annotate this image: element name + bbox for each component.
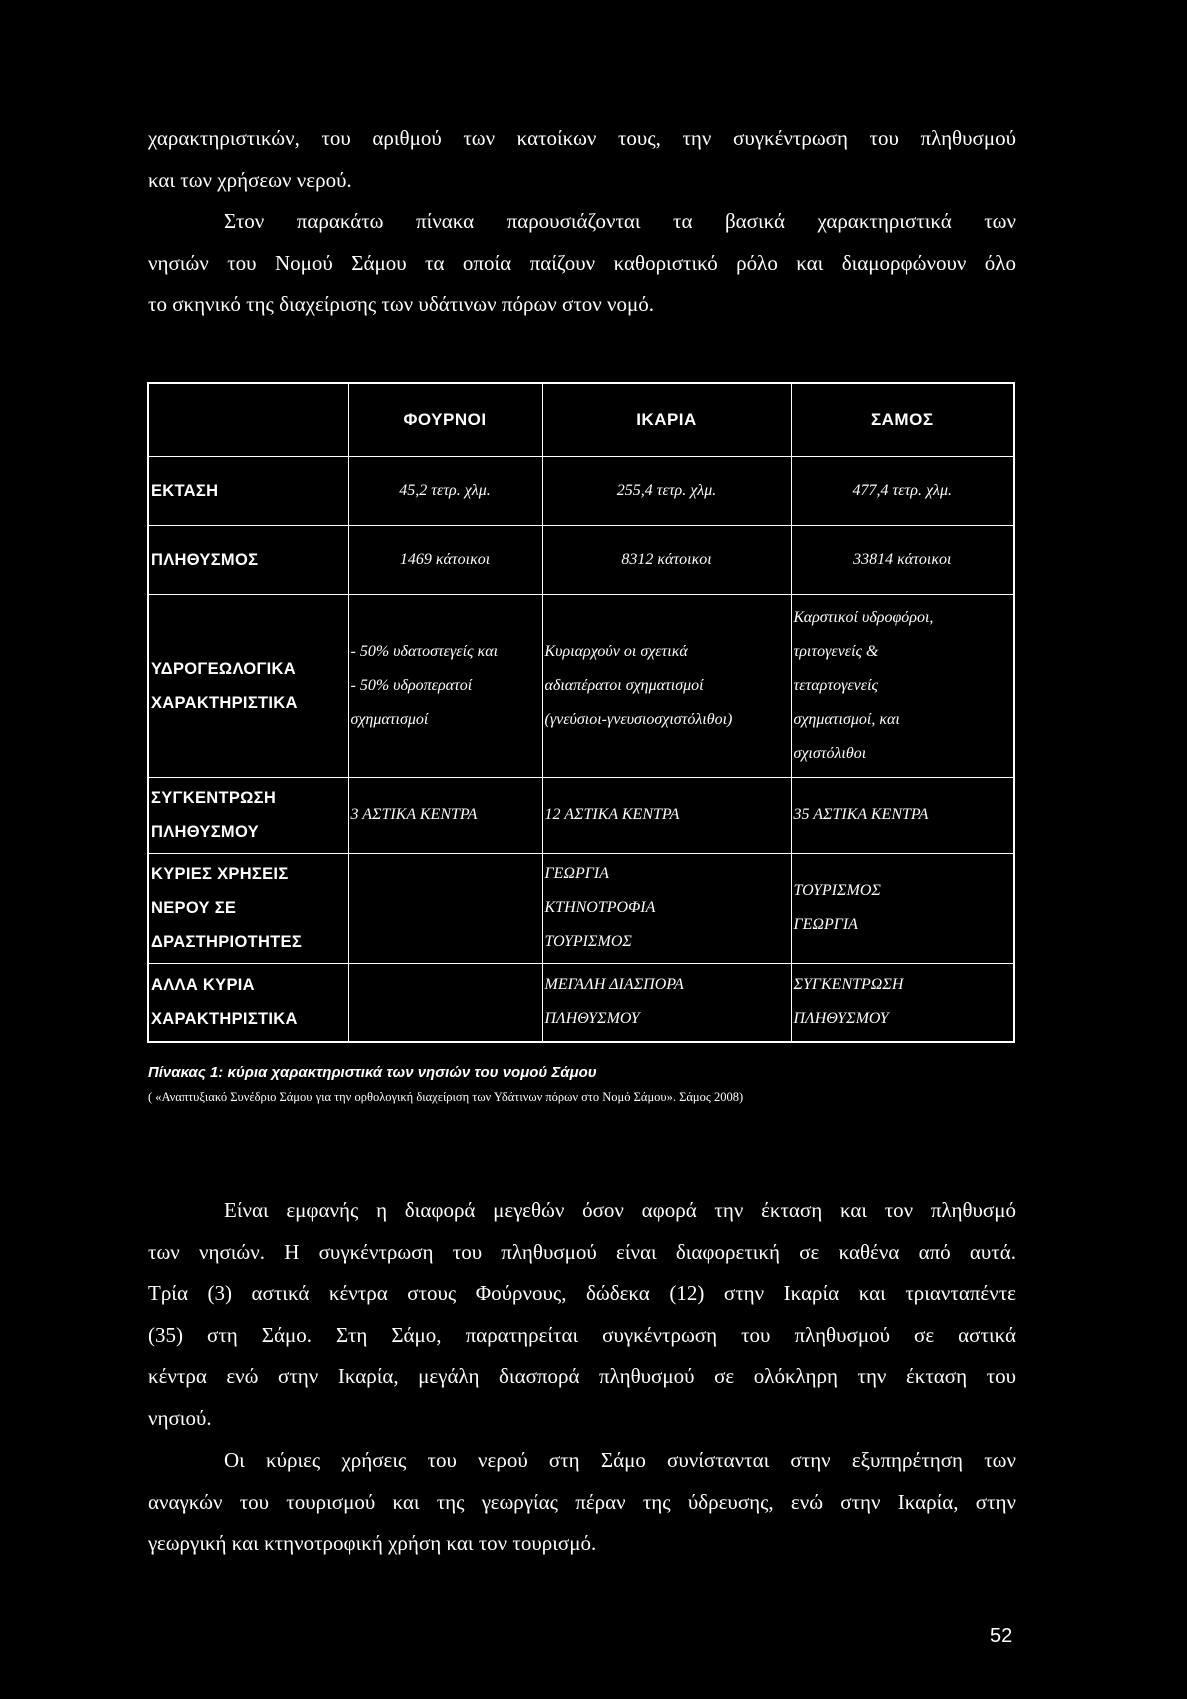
intro-paragraph — [148, 118, 1016, 201]
text-line: και των χρήσεων νερού. — [148, 167, 352, 192]
text-line: αναγκών του τουρισμού και της γεωργίας πέραν της ύδρευσης, ενώ στην Ικαρία, στην — [148, 1489, 1016, 1514]
table-cell: ΓΕΩΡΓΙΑ ΚΤΗΝΟΤΡΟΦΙΑ ΤΟΥΡΙΣΜΟΣ — [542, 853, 791, 963]
text-line: νησιού. — [148, 1405, 212, 1430]
islands-table — [147, 382, 1015, 1043]
table-row — [148, 777, 1014, 853]
row-label: ΕΚΤΑΣΗ — [148, 456, 348, 525]
text-line: Είναι εμφανής η διαφορά μεγεθών όσον αφορά την έκταση και τον πληθυσμό — [224, 1198, 1016, 1222]
table-row — [148, 594, 1014, 777]
table-cell: 33814 κάτοικοι — [791, 525, 1014, 594]
text-line: κέντρα ενώ στην Ικαρία, μεγάλη διασπορά πληθυσμού σε ολόκληρη την έκταση του — [148, 1364, 1016, 1388]
header-samos: ΣΑΜΟΣ — [791, 383, 1014, 456]
table-cell: 1469 κάτοικοι — [348, 525, 542, 594]
text-line: των νησιών. Η συγκέντρωση του πληθυσμού είναι διαφορετική σε καθένα από αυτά. — [148, 1239, 1016, 1264]
table-cell-empty — [348, 853, 542, 963]
table-row — [148, 525, 1014, 594]
row-label: ΣΥΓΚΕΝΤΡΩΣΗ ΠΛΗΘΥΣΜΟΥ — [148, 777, 348, 853]
body-paragraph-2 — [148, 1440, 1016, 1565]
intro-paragraph-2 — [148, 201, 1016, 326]
row-label: ΚΥΡΙΕΣ ΧΡΗΣΕΙΣ ΝΕΡΟΥ ΣΕ ΔΡΑΣΤΗΡΙΟΤΗΤΕΣ — [148, 853, 348, 963]
text-line: Οι κύριες χρήσεις του νερού στη Σάμο συνίστανται στην εξυπηρέτηση των — [224, 1448, 1016, 1472]
text-line: Τρία (3) αστικά κέντρα στους Φούρνους, δώδεκα (12) στην Ικαρία και τριανταπέντε — [148, 1281, 1016, 1305]
table-cell: 8312 κάτοικοι — [542, 525, 791, 594]
table-cell: ΣΥΓΚΕΝΤΡΩΣΗ ΠΛΗΘΥΣΜΟΥ — [791, 963, 1014, 1042]
row-label: ΥΔΡΟΓΕΩΛΟΓΙΚΑ ΧΑΡΑΚΤΗΡΙΣΤΙΚΑ — [148, 594, 348, 777]
page-number: 52 — [990, 1625, 1013, 1647]
table-row — [148, 963, 1014, 1042]
table-row — [148, 456, 1014, 525]
text-line: (35) στη Σάμο. Στη Σάμο, παρατηρείται συγκέντρωση του πληθυσμού σε αστικά — [148, 1322, 1016, 1347]
table-cell: 45,2 τετρ. χλμ. — [348, 456, 542, 525]
text-line: χαρακτηριστικών, του αριθμού των κατοίκων τους, την συγκέντρωση του πληθυσμού — [148, 126, 1016, 150]
text-line: γεωργική και κτηνοτροφική χρήση και τον τουρισμό. — [148, 1531, 597, 1555]
table-caption: Πίνακας 1: κύρια χαρακτηριστικά των νησιών του νομού Σάμου — [148, 1064, 597, 1081]
table-row — [148, 853, 1014, 963]
table-cell: 12 ΑΣΤΙΚΑ ΚΕΝΤΡΑ — [542, 777, 791, 853]
header-empty — [148, 383, 348, 456]
row-label: ΠΛΗΘΥΣΜΟΣ — [148, 525, 348, 594]
table-cell: 3 ΑΣΤΙΚΑ ΚΕΝΤΡΑ — [348, 777, 542, 853]
table-cell: - 50% υδατοστεγείς και - 50% υδροπερατοί σχηματισμοί — [348, 594, 542, 777]
header-fournoi: ΦΟΥΡΝΟΙ — [348, 383, 542, 456]
table-header-row — [148, 383, 1014, 456]
table-cell: Κυριαρχούν οι σχετικά αδιαπέρατοι σχηματισμοί (γνεύσιοι-γνευσιοσχιστόλιθοι) — [542, 594, 791, 777]
row-label: ΑΛΛΑ ΚΥΡΙΑ ΧΑΡΑΚΤΗΡΙΣΤΙΚΑ — [148, 963, 348, 1042]
table-cell: Καρστικοί υδροφόροι, τριτογενείς & τεταρτογενείς σχηματισμοί, και σχιστόλιθοι — [791, 594, 1014, 777]
table-cell-empty — [348, 963, 542, 1042]
table-cell: 255,4 τετρ. χλμ. — [542, 456, 791, 525]
table-cell: ΤΟΥΡΙΣΜΟΣ ΓΕΩΡΓΙΑ — [791, 853, 1014, 963]
table-cell: ΜΕΓΑΛΗ ΔΙΑΣΠΟΡΑ ΠΛΗΘΥΣΜΟΥ — [542, 963, 791, 1042]
text-line: το σκηνικό της διαχείρισης των υδάτινων πόρων στον νομό. — [148, 292, 655, 316]
table-cell: 477,4 τετρ. χλμ. — [791, 456, 1014, 525]
text-line: νησιών του Νομού Σάμου τα οποία παίζουν καθοριστικό ρόλο και διαμορφώνουν όλο — [148, 250, 1016, 275]
header-ikaria: ΙΚΑΡΙΑ — [542, 383, 791, 456]
table-source: ( «Αναπτυξιακό Συνέδριο Σάμου για την ορθολογική διαχείριση των Υδάτινων πόρων στο Νομό Σάμου». Σάμος 2008) — [148, 1090, 744, 1104]
text-line: Στον παρακάτω πίνακα παρουσιάζονται τα βασικά χαρακτηριστικά των — [224, 209, 1016, 233]
table-cell: 35 ΑΣΤΙΚΑ ΚΕΝΤΡΑ — [791, 777, 1014, 853]
body-paragraph-1 — [148, 1190, 1016, 1439]
